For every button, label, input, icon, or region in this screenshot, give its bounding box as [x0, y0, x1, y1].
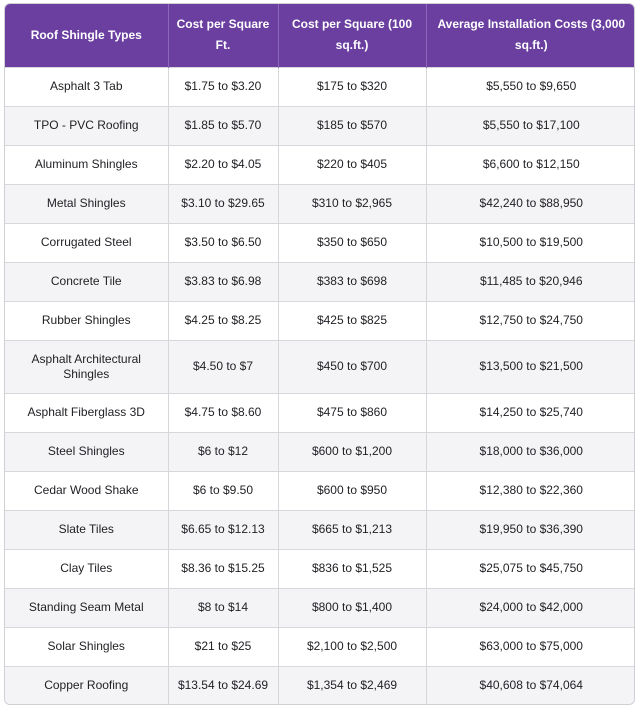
cell-roof-type: Steel Shingles	[5, 432, 168, 471]
cell-cost-per-sqft: $8.36 to $15.25	[168, 549, 278, 588]
table-row	[5, 549, 635, 588]
cell-cost-per-square: $1,354 to $2,469	[278, 666, 426, 705]
cell-roof-type: Aluminum Shingles	[5, 145, 168, 184]
cell-cost-per-sqft: $3.10 to $29.65	[168, 184, 278, 223]
cell-cost-per-sqft: $3.50 to $6.50	[168, 223, 278, 262]
cell-cost-per-square: $185 to $570	[278, 106, 426, 145]
cell-roof-type: Solar Shingles	[5, 627, 168, 666]
cell-cost-per-square: $665 to $1,213	[278, 510, 426, 549]
cell-roof-type: Copper Roofing	[5, 666, 168, 705]
header-cost-per-sqft: Cost per Square Ft.	[168, 4, 278, 67]
table-row	[5, 588, 635, 627]
cell-roof-type: Clay Tiles	[5, 549, 168, 588]
cell-avg-install-cost: $63,000 to $75,000	[426, 627, 635, 666]
cell-roof-type: Asphalt Fiberglass 3D	[5, 393, 168, 432]
cell-cost-per-sqft: $21 to $25	[168, 627, 278, 666]
cell-cost-per-square: $450 to $700	[278, 340, 426, 393]
cell-cost-per-square: $425 to $825	[278, 301, 426, 340]
roof-cost-table	[4, 3, 635, 705]
table-row	[5, 471, 635, 510]
cell-cost-per-sqft: $3.83 to $6.98	[168, 262, 278, 301]
cell-avg-install-cost: $25,075 to $45,750	[426, 549, 635, 588]
cell-cost-per-sqft: $4.25 to $8.25	[168, 301, 278, 340]
cell-roof-type: Concrete Tile	[5, 262, 168, 301]
cell-cost-per-sqft: $4.50 to $7	[168, 340, 278, 393]
cell-cost-per-square: $350 to $650	[278, 223, 426, 262]
table-row	[5, 223, 635, 262]
table-row	[5, 666, 635, 705]
cell-cost-per-square: $800 to $1,400	[278, 588, 426, 627]
cell-avg-install-cost: $13,500 to $21,500	[426, 340, 635, 393]
table-row	[5, 432, 635, 471]
table-row	[5, 106, 635, 145]
cell-roof-type: Metal Shingles	[5, 184, 168, 223]
cell-cost-per-sqft: $8 to $14	[168, 588, 278, 627]
cell-avg-install-cost: $24,000 to $42,000	[426, 588, 635, 627]
cell-cost-per-square: $600 to $1,200	[278, 432, 426, 471]
cell-cost-per-sqft: $1.75 to $3.20	[168, 67, 278, 106]
table-row	[5, 340, 635, 393]
cell-avg-install-cost: $12,750 to $24,750	[426, 301, 635, 340]
cell-roof-type: Rubber Shingles	[5, 301, 168, 340]
cell-roof-type: Asphalt 3 Tab	[5, 67, 168, 106]
header-avg-install-cost: Average Installation Costs (3,000 sq.ft.)	[426, 4, 635, 67]
cell-roof-type: TPO - PVC Roofing	[5, 106, 168, 145]
cell-avg-install-cost: $18,000 to $36,000	[426, 432, 635, 471]
table-row	[5, 393, 635, 432]
cell-avg-install-cost: $6,600 to $12,150	[426, 145, 635, 184]
cell-avg-install-cost: $10,500 to $19,500	[426, 223, 635, 262]
cell-avg-install-cost: $40,608 to $74,064	[426, 666, 635, 705]
cell-cost-per-square: $836 to $1,525	[278, 549, 426, 588]
cell-roof-type: Cedar Wood Shake	[5, 471, 168, 510]
table-row	[5, 510, 635, 549]
cell-cost-per-square: $475 to $860	[278, 393, 426, 432]
cell-avg-install-cost: $14,250 to $25,740	[426, 393, 635, 432]
cell-cost-per-square: $600 to $950	[278, 471, 426, 510]
cell-roof-type: Corrugated Steel	[5, 223, 168, 262]
table-row	[5, 184, 635, 223]
cell-avg-install-cost: $5,550 to $17,100	[426, 106, 635, 145]
cell-cost-per-sqft: $2.20 to $4.05	[168, 145, 278, 184]
cell-avg-install-cost: $19,950 to $36,390	[426, 510, 635, 549]
cell-roof-type: Slate Tiles	[5, 510, 168, 549]
table-row	[5, 301, 635, 340]
cell-avg-install-cost: $5,550 to $9,650	[426, 67, 635, 106]
cell-cost-per-square: $220 to $405	[278, 145, 426, 184]
cell-cost-per-square: $175 to $320	[278, 67, 426, 106]
header-cost-per-square: Cost per Square (100 sq.ft.)	[278, 4, 426, 67]
table-row	[5, 145, 635, 184]
cell-roof-type: Asphalt Architectural Shingles	[5, 340, 168, 393]
cell-cost-per-square: $310 to $2,965	[278, 184, 426, 223]
cell-roof-type: Standing Seam Metal	[5, 588, 168, 627]
cell-cost-per-square: $2,100 to $2,500	[278, 627, 426, 666]
cell-cost-per-sqft: $13.54 to $24.69	[168, 666, 278, 705]
cell-cost-per-sqft: $6.65 to $12.13	[168, 510, 278, 549]
cell-avg-install-cost: $42,240 to $88,950	[426, 184, 635, 223]
cell-avg-install-cost: $12,380 to $22,360	[426, 471, 635, 510]
cell-cost-per-sqft: $4.75 to $8.60	[168, 393, 278, 432]
table-row	[5, 262, 635, 301]
cell-cost-per-square: $383 to $698	[278, 262, 426, 301]
table-header-row	[5, 4, 635, 67]
cell-avg-install-cost: $11,485 to $20,946	[426, 262, 635, 301]
table-row	[5, 67, 635, 106]
cost-table	[5, 4, 635, 705]
cell-cost-per-sqft: $6 to $9.50	[168, 471, 278, 510]
table-row	[5, 627, 635, 666]
cell-cost-per-sqft: $1.85 to $5.70	[168, 106, 278, 145]
cell-cost-per-sqft: $6 to $12	[168, 432, 278, 471]
header-roof-type: Roof Shingle Types	[30, 27, 142, 42]
